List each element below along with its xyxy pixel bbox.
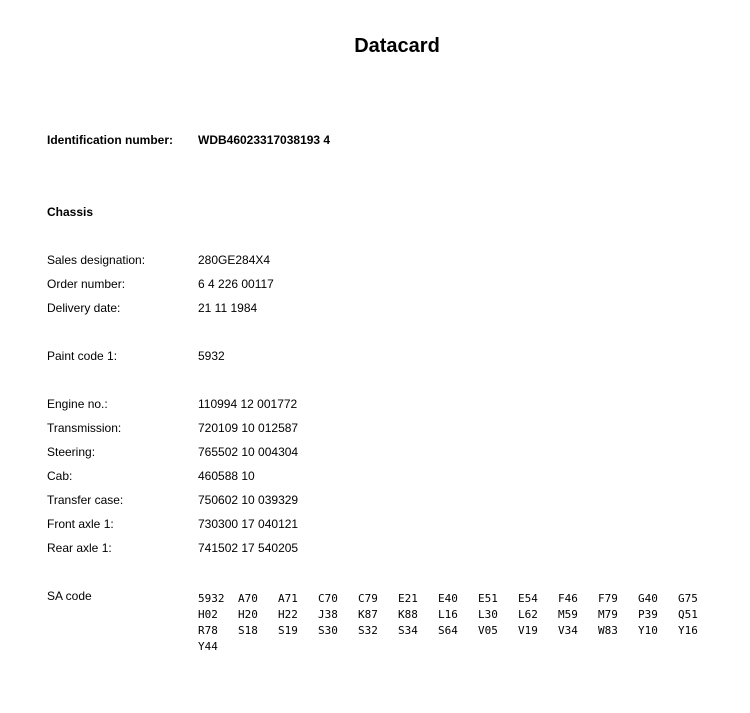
sa-code-item: S18 <box>238 624 258 637</box>
sa-code-item: A70 <box>238 592 258 605</box>
sa-code-label: SA code <box>47 589 92 603</box>
sa-code-item: R78 <box>198 624 218 637</box>
detail-value: 765502 10 004304 <box>198 445 299 459</box>
sa-code-item: E54 <box>518 592 538 605</box>
detail-label: Order number: <box>47 277 126 291</box>
detail-label: Steering: <box>47 445 96 459</box>
detail-label: Delivery date: <box>47 301 121 315</box>
sa-code-item: V19 <box>518 624 538 637</box>
sa-code-item: S64 <box>438 624 458 637</box>
detail-label: Sales designation: <box>47 253 146 267</box>
sa-code-item: H22 <box>278 608 298 621</box>
sa-code-item: C79 <box>358 592 378 605</box>
sa-code-item: W83 <box>598 624 618 637</box>
sa-code-item: E21 <box>398 592 418 605</box>
detail-value: 280GE284X4 <box>198 253 271 267</box>
sa-code-item: E51 <box>478 592 498 605</box>
sa-code-item: A71 <box>278 592 298 605</box>
sa-code-item: Y16 <box>678 624 698 637</box>
sa-code-item: M59 <box>558 608 578 621</box>
sa-code-item: F79 <box>598 592 618 605</box>
detail-value: 750602 10 039329 <box>198 493 299 507</box>
identification-value: WDB46023317038193 4 <box>198 133 331 147</box>
sa-code-item: P39 <box>638 608 658 621</box>
sa-code-item: L16 <box>438 608 458 621</box>
sa-code-item: Y10 <box>638 624 658 637</box>
sa-code-item: S32 <box>358 624 378 637</box>
datacard-title: Datacard <box>354 35 440 57</box>
detail-label: Transfer case: <box>47 493 124 507</box>
detail-label: Front axle 1: <box>47 517 114 531</box>
sa-code-item: S19 <box>278 624 298 637</box>
sa-code-item: Q51 <box>678 608 698 621</box>
identification-label: Identification number: <box>47 133 173 147</box>
sa-code-item: F46 <box>558 592 578 605</box>
sa-code-item: L62 <box>518 608 538 621</box>
sa-code-item: V05 <box>478 624 498 637</box>
detail-value: 6 4 226 00117 <box>198 277 274 291</box>
sa-code-item: S30 <box>318 624 338 637</box>
sa-code-item: H02 <box>198 608 218 621</box>
sa-code-item: E40 <box>438 592 458 605</box>
detail-value: 741502 17 540205 <box>198 541 299 555</box>
sa-code-item: C70 <box>318 592 338 605</box>
sa-code-item: K88 <box>398 608 418 621</box>
sa-code-item: M79 <box>598 608 618 621</box>
sa-code-item: V34 <box>558 624 578 637</box>
sa-code-item: S34 <box>398 624 418 637</box>
detail-value: 730300 17 040121 <box>198 517 299 531</box>
sa-code-grid <box>198 591 718 655</box>
sa-code-item: G40 <box>638 592 658 605</box>
detail-label: Engine no.: <box>47 397 108 411</box>
sa-code-item: Y44 <box>198 640 218 653</box>
detail-label: Rear axle 1: <box>47 541 112 555</box>
sa-code-item: K87 <box>358 608 378 621</box>
detail-label: Paint code 1: <box>47 349 118 363</box>
detail-value: 5932 <box>198 349 225 363</box>
sa-code-item: 5932 <box>198 592 225 605</box>
detail-value: 460588 10 <box>198 469 255 483</box>
detail-value: 720109 10 012587 <box>198 421 299 435</box>
sa-code-item: J38 <box>318 608 338 621</box>
detail-value: 21 11 1984 <box>198 301 258 315</box>
detail-value: 110994 12 001772 <box>198 397 298 411</box>
detail-label: Cab: <box>47 469 73 483</box>
detail-label: Transmission: <box>47 421 122 435</box>
chassis-heading: Chassis <box>47 205 94 219</box>
sa-code-item: L30 <box>478 608 498 621</box>
sa-code-item: G75 <box>678 592 698 605</box>
sa-code-item: H20 <box>238 608 258 621</box>
